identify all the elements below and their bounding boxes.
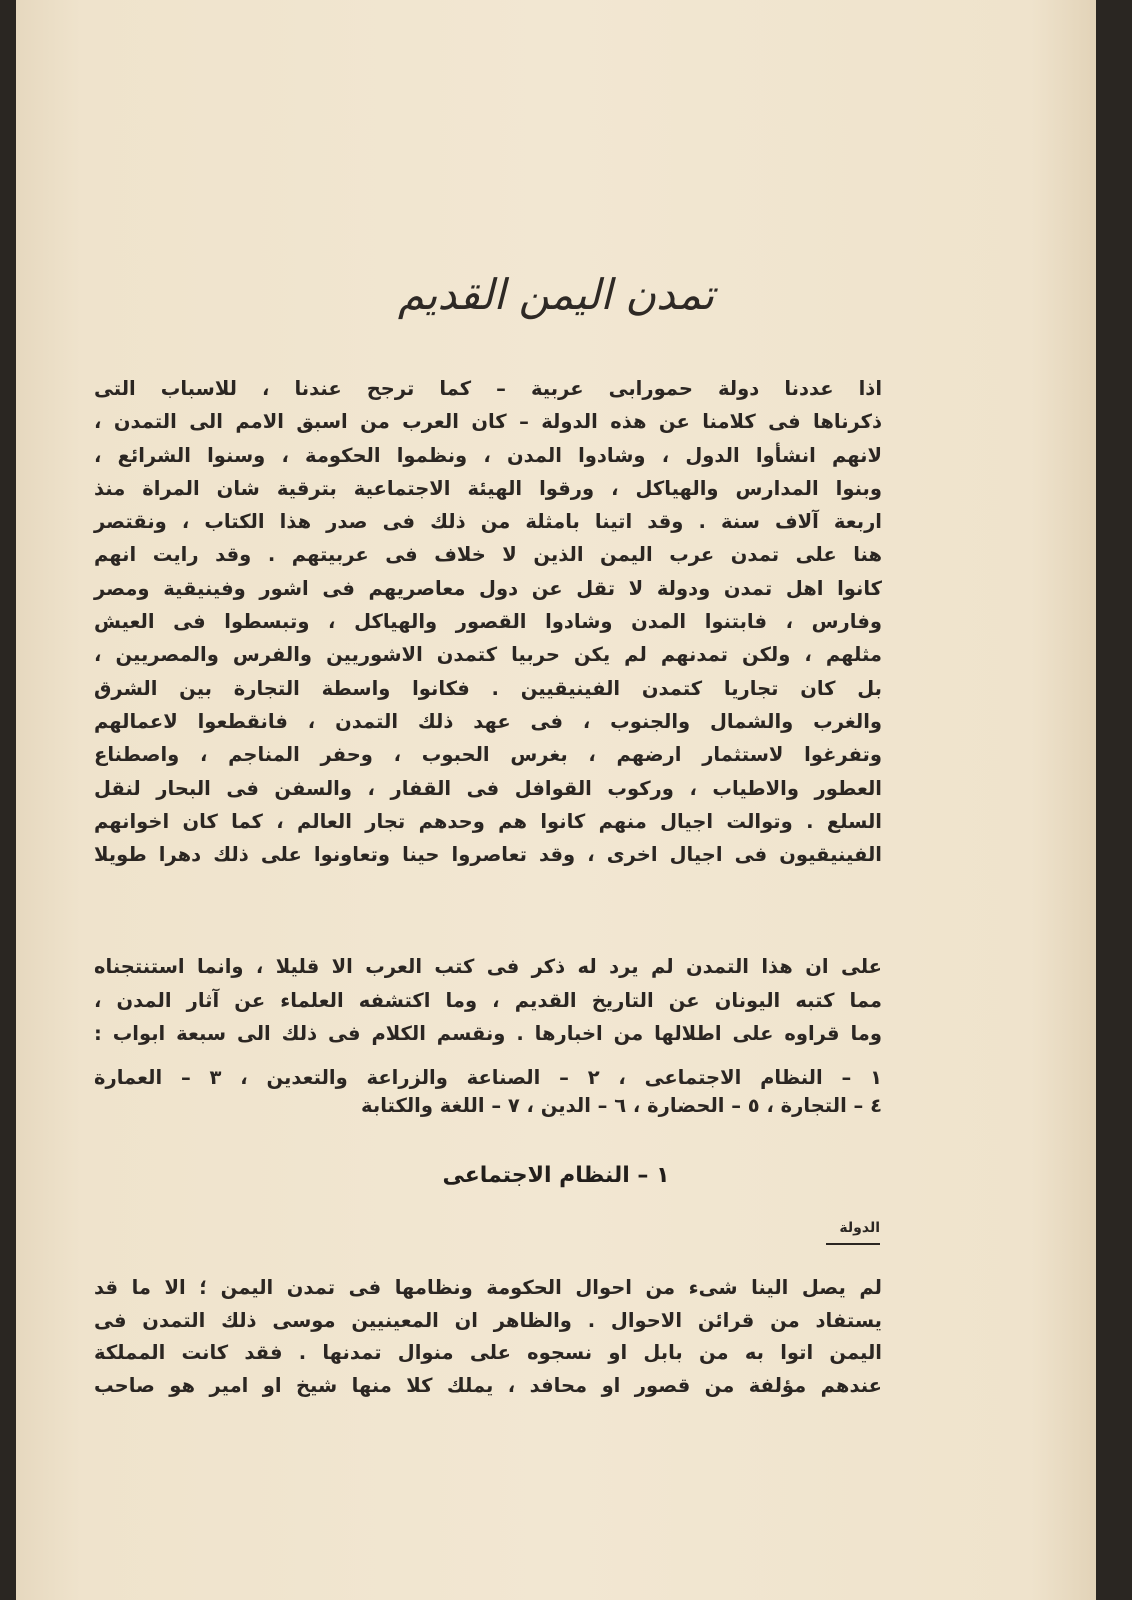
- text-line: على ان هذا التمدن لم يرد له ذكر فى كتب العرب الا قليلا ، وانما استنتجناه: [94, 955, 882, 978]
- text-line: كانوا اهل تمدن ودولة لا تقل عن دول معاصريهم فى اشور وفينيقية ومصر: [94, 576, 882, 600]
- list-item: ٤ – التجارة ، ٥ – الحضارة ، ٦ – الدين ، ٧ – اللغة والكتابة: [361, 1094, 882, 1117]
- text-line: وما قراوه على اطلالها من اخبارها . ونقسم الكلام فى ذلك الى سبعة ابواب :: [94, 1022, 882, 1045]
- text-line: اليمن اتوا به من بابل او نسجوه على منوال تمدنها . فقد كانت المملكة: [94, 1341, 882, 1365]
- text-line: اربعة آلاف سنة . وقد اتينا بامثلة من ذلك فى صدر هذا الكتاب ، ونقتصر: [94, 510, 882, 534]
- text-line: هنا على تمدن عرب اليمن الذين لا خلاف فى عربيتهم . وقد رايت انهم: [94, 543, 882, 567]
- text-line: اذا عددنا دولة حمورابى عربية – كما ترجح عندنا ، للاسباب التى: [94, 377, 882, 400]
- text-line: وبنوا المدارس والهياكل ، ورقوا الهيئة الاجتماعية بترقية شان المراة منذ: [94, 476, 882, 500]
- book-page: [16, 0, 1096, 1600]
- list-item: ١ – النظام الاجتماعى ، ٢ – الصناعة والزراعة والتعدين ، ٣ – العمارة: [94, 1066, 882, 1089]
- text-line: وتفرغوا لاستثمار ارضهم ، بغرس الحبوب ، وحفر المناجم ، واصطناع: [94, 743, 882, 767]
- paragraph-intro: [94, 372, 882, 871]
- text-line: ذكرناها فى كلامنا عن هذه الدولة – كان العرب من اسبق الامم الى التمدن ،: [94, 410, 882, 434]
- chapter-title: تمدن اليمن القديم: [397, 270, 715, 319]
- chapter-contents-list: [94, 1064, 882, 1120]
- section-heading: ١ – النظام الاجتماعى: [442, 1163, 670, 1188]
- text-line: السلع . وتوالت اجيال منهم كانوا هم وحدهم تجار العالم ، كما كان اخوانهم: [94, 809, 882, 833]
- paragraph-sources: [94, 950, 882, 1051]
- text-line: يستفاد من قرائن الاحوال . والظاهر ان المعينيين موسى ذلك التمدن فى: [94, 1308, 882, 1332]
- text-line: لانهم انشأوا الدول ، وشادوا المدن ، ونظموا الحكومة ، وسنوا الشرائع ،: [94, 443, 882, 467]
- subsection-label: الدولة: [826, 1220, 880, 1245]
- text-line: مثلهم ، ولكن تمدنهم لم يكن حربيا كتمدن الاشوريين والفرس والمصريين ،: [94, 643, 882, 667]
- text-line: الفينيقيون فى اجيال اخرى ، وقد تعاصروا حينا وتعاونوا على ذلك دهرا طويلا: [94, 843, 882, 867]
- text-line: والغرب والشمال والجنوب ، فى عهد ذلك التمدن ، فانقطعوا لاعمالهم: [94, 709, 882, 733]
- paragraph-state: [94, 1272, 882, 1402]
- text-line: العطور والاطياب ، وركوب القوافل فى القفار ، والسفن فى البحار لنقل: [94, 776, 882, 800]
- text-line: لم يصل الينا شىء من احوال الحكومة ونظامها فى تمدن اليمن ؛ الا ما قد: [94, 1276, 882, 1299]
- text-line: وفارس ، فابتنوا المدن وشادوا القصور والهياكل ، وتبسطوا فى العيش: [94, 610, 882, 634]
- text-line: عندهم مؤلفة من قصور او محافد ، يملك كلا منها شيخ او امير هو صاحب: [94, 1373, 882, 1397]
- text-line: بل كان تجاريا كتمدن الفينيقيين . فكانوا واسطة التجارة بين الشرق: [94, 676, 882, 700]
- text-line: مما كتبه اليونان عن التاريخ القديم ، وما اكتشفه العلماء عن آثار المدن ،: [94, 988, 882, 1012]
